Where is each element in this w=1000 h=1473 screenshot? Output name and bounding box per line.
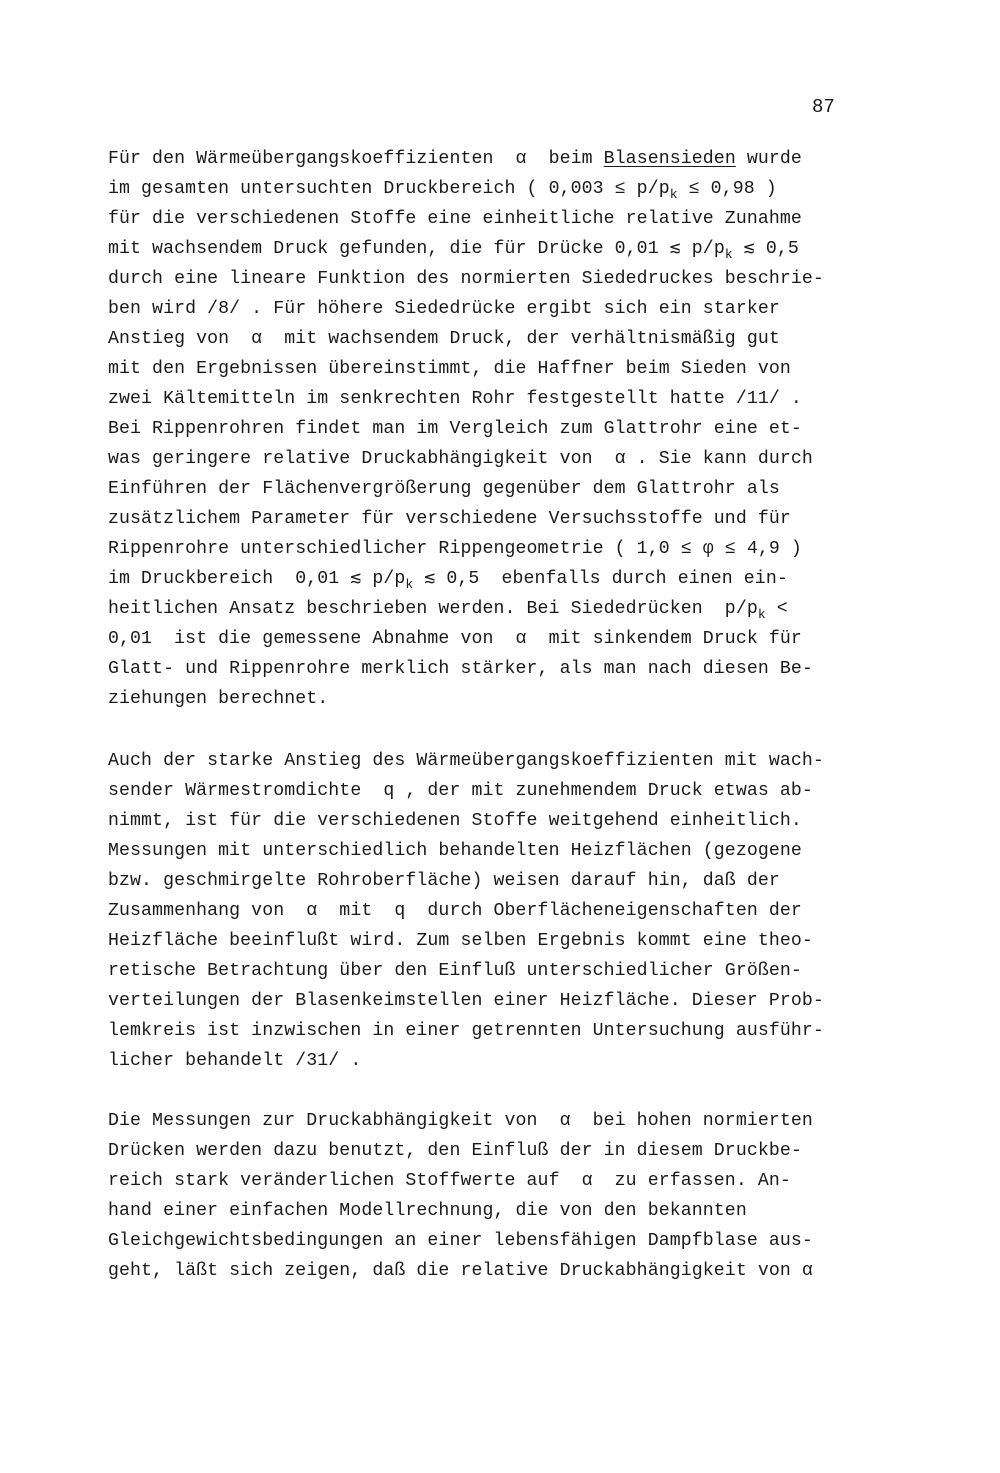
text-segment: Auch der starke Anstieg des Wärmeübergangskoeffizienten mit wach- — [108, 751, 824, 771]
text-segment: Einführen der Flächenvergrößerung gegenüber dem Glattrohr als — [108, 479, 780, 499]
text-segment: verteilungen der Blasenkeimstellen einer Heizfläche. Dieser Prob- — [108, 991, 824, 1011]
text-line — [108, 354, 848, 384]
text-segment: zwei Kältemitteln im senkrechten Rohr festgestellt hatte /11/ . — [108, 389, 802, 409]
text-segment: sender Wärmestromdichte q , der mit zunehmendem Druck etwas ab- — [108, 781, 813, 801]
underlined-term: Blasensieden — [603, 149, 736, 169]
text-segment: im Druckbereich 0,01 ≲ p/p — [108, 569, 406, 589]
text-line — [108, 896, 848, 926]
text-line — [108, 1256, 848, 1286]
text-segment: Glatt- und Rippenrohre merklich stärker, als man nach diesen Be- — [108, 659, 813, 679]
text-line — [108, 684, 848, 714]
text-line — [108, 504, 848, 534]
text-line — [108, 926, 848, 956]
subscript: k — [669, 187, 678, 202]
text-line — [108, 1136, 848, 1166]
text-line — [108, 564, 848, 594]
text-line — [108, 414, 848, 444]
text-line — [108, 204, 848, 234]
text-segment: geht, läßt sich zeigen, daß die relative Druckabhängigkeit von α — [108, 1261, 813, 1281]
text-line — [108, 1046, 848, 1076]
text-line — [108, 986, 848, 1016]
text-line — [108, 594, 848, 624]
text-segment: durch eine lineare Funktion des normierten Siededruckes beschrie- — [108, 269, 824, 289]
text-segment: Zusammenhang von α mit q durch Oberflächeneigenschaften der — [108, 901, 802, 921]
text-segment: 0,01 ist die gemessene Abnahme von α mit sinkendem Druck für — [108, 629, 802, 649]
text-line — [108, 144, 848, 174]
text-line — [108, 234, 848, 264]
text-segment: < — [765, 599, 788, 619]
text-segment: Heizfläche beeinflußt wird. Zum selben Ergebnis kommt eine theo- — [108, 931, 813, 951]
subscript: k — [405, 577, 414, 592]
text-segment: retische Betrachtung über den Einfluß unterschiedlicher Größen- — [108, 961, 802, 981]
subscript: k — [757, 607, 766, 622]
text-segment: Bei Rippenrohren findet man im Vergleich zum Glattrohr eine et- — [108, 419, 802, 439]
text-line — [108, 776, 848, 806]
text-segment: hand einer einfachen Modellrechnung, die von den bekannten — [108, 1201, 747, 1221]
text-line — [108, 174, 848, 204]
text-line — [108, 384, 848, 414]
text-segment: lemkreis ist inzwischen in einer getrennten Untersuchung ausführ- — [108, 1021, 824, 1041]
text-segment: reich stark veränderlichen Stoffwerte auf α zu erfassen. An- — [108, 1171, 791, 1191]
text-line — [108, 806, 848, 836]
text-line — [108, 324, 848, 354]
text-line — [108, 746, 848, 776]
text-line — [108, 264, 848, 294]
text-segment: Für den Wärmeübergangskoeffizienten α beim — [108, 149, 604, 169]
text-segment: bzw. geschmirgelte Rohroberfläche) weisen darauf hin, daß der — [108, 871, 780, 891]
text-segment: ziehungen berechnet. — [108, 689, 329, 709]
text-segment: Drücken werden dazu benutzt, den Einfluß der in diesem Druckbe- — [108, 1141, 802, 1161]
text-line — [108, 294, 848, 324]
paragraph-heat-flux — [108, 746, 848, 1076]
text-line — [108, 1196, 848, 1226]
text-segment: ≲ 0,5 ebenfalls durch einen ein- — [413, 569, 788, 589]
text-segment: Gleichgewichtsbedingungen an einer lebensfähigen Dampfblase aus- — [108, 1231, 813, 1251]
text-line — [108, 534, 848, 564]
text-line — [108, 474, 848, 504]
text-segment: im gesamten untersuchten Druckbereich ( 0,003 ≤ p/p — [108, 179, 670, 199]
text-line — [108, 866, 848, 896]
text-segment: wurde — [735, 149, 802, 169]
text-segment: ≤ 0,98 ) — [677, 179, 777, 199]
paragraph-nucleate-boiling — [108, 144, 848, 714]
text-segment: Messungen mit unterschiedlich behandelten Heizflächen (gezogene — [108, 841, 802, 861]
text-line — [108, 624, 848, 654]
subscript: k — [724, 247, 733, 262]
text-line — [108, 1166, 848, 1196]
text-segment: heitlichen Ansatz beschrieben werden. Bei Siededrücken p/p — [108, 599, 758, 619]
text-line — [108, 836, 848, 866]
text-segment: Die Messungen zur Druckabhängigkeit von α bei hohen normierten — [108, 1111, 813, 1131]
text-segment: Rippenrohre unterschiedlicher Rippengeometrie ( 1,0 ≤ φ ≤ 4,9 ) — [108, 539, 802, 559]
text-line — [108, 654, 848, 684]
text-line — [108, 1106, 848, 1136]
text-segment: was geringere relative Druckabhängigkeit von α . Sie kann durch — [108, 449, 813, 469]
text-segment: ben wird /8/ . Für höhere Siededrücke ergibt sich ein starker — [108, 299, 780, 319]
text-segment: nimmt, ist für die verschiedenen Stoffe weitgehend einheitlich. — [108, 811, 802, 831]
text-line — [108, 1016, 848, 1046]
text-line — [108, 444, 848, 474]
text-segment: zusätzlichem Parameter für verschiedene Versuchsstoffe und für — [108, 509, 791, 529]
paragraph-pressure-dependence — [108, 1106, 848, 1286]
text-segment: mit den Ergebnissen übereinstimmt, die Haffner beim Sieden von — [108, 359, 791, 379]
text-segment: für die verschiedenen Stoffe eine einheitliche relative Zunahme — [108, 209, 802, 229]
text-segment: licher behandelt /31/ . — [108, 1051, 362, 1071]
page-number: 87 — [812, 96, 835, 118]
text-line — [108, 956, 848, 986]
text-segment: mit wachsendem Druck gefunden, die für Drücke 0,01 ≲ p/p — [108, 239, 725, 259]
text-segment: Anstieg von α mit wachsendem Druck, der verhältnismäßig gut — [108, 329, 780, 349]
text-segment: ≲ 0,5 — [732, 239, 799, 259]
text-line — [108, 1226, 848, 1256]
